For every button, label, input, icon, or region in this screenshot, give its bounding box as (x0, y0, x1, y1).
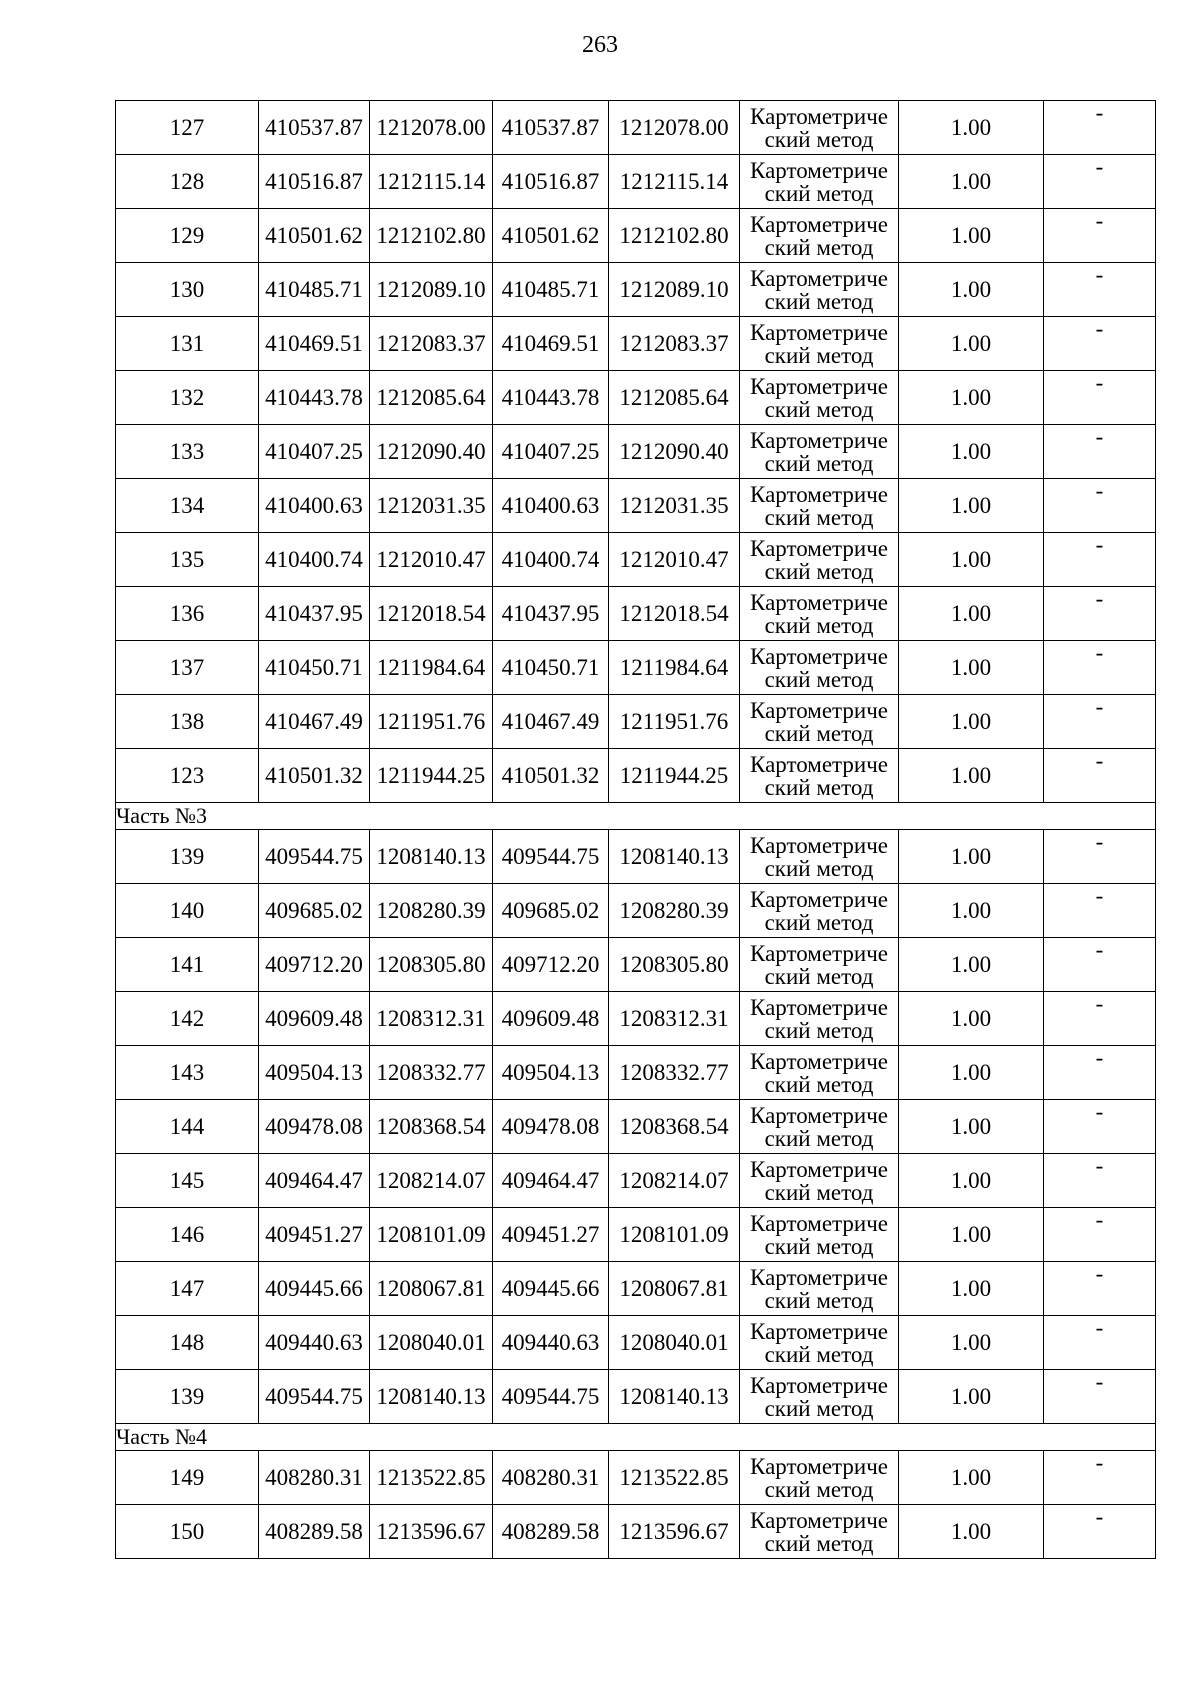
new-x: 408289.58 (493, 1505, 609, 1559)
point-number: 131 (116, 317, 259, 371)
existing-x: 408280.31 (259, 1451, 370, 1505)
method-line-2: ский метод (764, 288, 874, 314)
method-line-1: Картометриче (750, 481, 888, 507)
point-number: 142 (116, 992, 259, 1046)
existing-x: 410467.49 (259, 695, 370, 749)
method-line-1: Картометриче (750, 994, 888, 1020)
new-y: 1212085.64 (609, 371, 740, 425)
existing-x: 410437.95 (259, 587, 370, 641)
method-cell (740, 641, 899, 695)
method-line-2: ский метод (764, 774, 874, 800)
new-x: 409609.48 (493, 992, 609, 1046)
method-cell (740, 938, 899, 992)
dash-cell: - (1044, 1154, 1156, 1208)
dash-cell: - (1044, 695, 1156, 749)
accuracy: 1.00 (899, 641, 1044, 695)
method-line-2: ский метод (764, 342, 874, 368)
accuracy: 1.00 (899, 1370, 1044, 1424)
accuracy: 1.00 (899, 371, 1044, 425)
table-row (116, 101, 1156, 155)
method-line-1: Картометриче (750, 643, 888, 669)
new-x: 409685.02 (493, 884, 609, 938)
accuracy: 1.00 (899, 695, 1044, 749)
method-line-1: Картометриче (750, 697, 888, 723)
method-cell (740, 1451, 899, 1505)
existing-y: 1208214.07 (370, 1154, 493, 1208)
table-row (116, 587, 1156, 641)
table-row (116, 1154, 1156, 1208)
table-row (116, 884, 1156, 938)
new-x: 410437.95 (493, 587, 609, 641)
dash-cell: - (1044, 425, 1156, 479)
page-number: 263 (582, 32, 618, 58)
new-x: 410501.62 (493, 209, 609, 263)
point-number: 148 (116, 1316, 259, 1370)
new-x: 409712.20 (493, 938, 609, 992)
table-row (116, 1451, 1156, 1505)
method-cell (740, 263, 899, 317)
dash-cell: - (1044, 1100, 1156, 1154)
existing-x: 409478.08 (259, 1100, 370, 1154)
dash-cell: - (1044, 1262, 1156, 1316)
table-row (116, 317, 1156, 371)
accuracy: 1.00 (899, 1505, 1044, 1559)
existing-y: 1212089.10 (370, 263, 493, 317)
method-cell (740, 1208, 899, 1262)
existing-x: 410501.62 (259, 209, 370, 263)
accuracy: 1.00 (899, 992, 1044, 1046)
method-line-2: ский метод (764, 909, 874, 935)
method-line-2: ский метод (764, 1071, 874, 1097)
method-cell (740, 749, 899, 803)
new-y: 1212018.54 (609, 587, 740, 641)
existing-y: 1212085.64 (370, 371, 493, 425)
new-x: 409440.63 (493, 1316, 609, 1370)
point-number: 129 (116, 209, 259, 263)
method-line-1: Картометриче (750, 1210, 888, 1236)
table-row (116, 830, 1156, 884)
method-cell (740, 1316, 899, 1370)
existing-x: 409504.13 (259, 1046, 370, 1100)
dash-cell: - (1044, 587, 1156, 641)
dash-cell: - (1044, 938, 1156, 992)
method-line-1: Картометриче (750, 1102, 888, 1128)
table-row (116, 938, 1156, 992)
existing-x: 410450.71 (259, 641, 370, 695)
method-cell (740, 1100, 899, 1154)
method-line-2: ский метод (764, 180, 874, 206)
new-y: 1211951.76 (609, 695, 740, 749)
point-number: 138 (116, 695, 259, 749)
table-row (116, 155, 1156, 209)
existing-x: 410400.74 (259, 533, 370, 587)
table-row (116, 425, 1156, 479)
table-row (116, 1262, 1156, 1316)
existing-y: 1212018.54 (370, 587, 493, 641)
accuracy: 1.00 (899, 263, 1044, 317)
method-cell (740, 155, 899, 209)
accuracy: 1.00 (899, 1262, 1044, 1316)
accuracy: 1.00 (899, 317, 1044, 371)
table-row (116, 1100, 1156, 1154)
existing-x: 409440.63 (259, 1316, 370, 1370)
method-cell (740, 371, 899, 425)
accuracy: 1.00 (899, 533, 1044, 587)
new-x: 410537.87 (493, 101, 609, 155)
section-header-row (116, 803, 1156, 830)
point-number: 139 (116, 830, 259, 884)
method-line-2: ский метод (764, 1476, 874, 1502)
method-line-2: ский метод (764, 450, 874, 476)
new-y: 1211944.25 (609, 749, 740, 803)
new-y: 1208040.01 (609, 1316, 740, 1370)
method-line-2: ский метод (764, 1530, 874, 1556)
new-x: 410467.49 (493, 695, 609, 749)
dash-cell: - (1044, 1316, 1156, 1370)
table-row (116, 749, 1156, 803)
existing-x: 410485.71 (259, 263, 370, 317)
point-number: 136 (116, 587, 259, 641)
method-line-1: Картометриче (750, 103, 888, 129)
dash-cell: - (1044, 884, 1156, 938)
table-row (116, 1370, 1156, 1424)
point-number: 132 (116, 371, 259, 425)
existing-x: 410537.87 (259, 101, 370, 155)
method-line-1: Картометриче (750, 940, 888, 966)
table-row (116, 371, 1156, 425)
dash-cell: - (1044, 1505, 1156, 1559)
existing-y: 1212078.00 (370, 101, 493, 155)
method-line-2: ский метод (764, 855, 874, 881)
existing-y: 1211944.25 (370, 749, 493, 803)
new-y: 1212115.14 (609, 155, 740, 209)
new-x: 409464.47 (493, 1154, 609, 1208)
method-cell (740, 1262, 899, 1316)
new-y: 1213596.67 (609, 1505, 740, 1559)
existing-x: 410407.25 (259, 425, 370, 479)
table-row (116, 695, 1156, 749)
method-line-1: Картометриче (750, 1318, 888, 1344)
dash-cell: - (1044, 209, 1156, 263)
existing-y: 1208332.77 (370, 1046, 493, 1100)
existing-y: 1208368.54 (370, 1100, 493, 1154)
method-cell (740, 992, 899, 1046)
method-line-2: ский метод (764, 666, 874, 692)
table-row (116, 1208, 1156, 1262)
new-x: 409504.13 (493, 1046, 609, 1100)
existing-y: 1212102.80 (370, 209, 493, 263)
new-x: 409451.27 (493, 1208, 609, 1262)
method-line-1: Картометриче (750, 1507, 888, 1533)
method-cell (740, 884, 899, 938)
table-row (116, 641, 1156, 695)
method-line-1: Картометриче (750, 886, 888, 912)
point-number: 150 (116, 1505, 259, 1559)
coordinates-table (115, 100, 1156, 1559)
dash-cell: - (1044, 749, 1156, 803)
dash-cell: - (1044, 263, 1156, 317)
new-y: 1208312.31 (609, 992, 740, 1046)
existing-y: 1213596.67 (370, 1505, 493, 1559)
existing-x: 409451.27 (259, 1208, 370, 1262)
existing-y: 1212031.35 (370, 479, 493, 533)
accuracy: 1.00 (899, 101, 1044, 155)
existing-x: 409609.48 (259, 992, 370, 1046)
method-line-2: ский метод (764, 126, 874, 152)
method-line-1: Картометриче (750, 1453, 888, 1479)
new-x: 410400.74 (493, 533, 609, 587)
dash-cell: - (1044, 155, 1156, 209)
point-number: 128 (116, 155, 259, 209)
method-cell (740, 317, 899, 371)
method-cell (740, 425, 899, 479)
point-number: 135 (116, 533, 259, 587)
dash-cell: - (1044, 1451, 1156, 1505)
dash-cell: - (1044, 1208, 1156, 1262)
new-y: 1212090.40 (609, 425, 740, 479)
point-number: 141 (116, 938, 259, 992)
accuracy: 1.00 (899, 1316, 1044, 1370)
existing-y: 1208101.09 (370, 1208, 493, 1262)
method-line-1: Картометриче (750, 427, 888, 453)
method-cell (740, 101, 899, 155)
method-line-1: Картометриче (750, 589, 888, 615)
method-line-1: Картометриче (750, 211, 888, 237)
method-line-2: ский метод (764, 1125, 874, 1151)
point-number: 127 (116, 101, 259, 155)
new-y: 1212089.10 (609, 263, 740, 317)
method-cell (740, 1505, 899, 1559)
method-line-2: ский метод (764, 396, 874, 422)
table-row (116, 1046, 1156, 1100)
new-y: 1208305.80 (609, 938, 740, 992)
point-number: 139 (116, 1370, 259, 1424)
existing-x: 408289.58 (259, 1505, 370, 1559)
method-line-1: Картометриче (750, 319, 888, 345)
section-label: Часть №4 (116, 1424, 1156, 1451)
section-header-row (116, 1424, 1156, 1451)
existing-y: 1208067.81 (370, 1262, 493, 1316)
existing-y: 1208305.80 (370, 938, 493, 992)
method-line-1: Картометриче (750, 1156, 888, 1182)
existing-x: 410400.63 (259, 479, 370, 533)
new-y: 1211984.64 (609, 641, 740, 695)
method-line-1: Картометриче (750, 1372, 888, 1398)
new-x: 410443.78 (493, 371, 609, 425)
new-y: 1213522.85 (609, 1451, 740, 1505)
method-line-2: ский метод (764, 504, 874, 530)
accuracy: 1.00 (899, 749, 1044, 803)
accuracy: 1.00 (899, 1046, 1044, 1100)
dash-cell: - (1044, 641, 1156, 695)
new-y: 1208280.39 (609, 884, 740, 938)
accuracy: 1.00 (899, 938, 1044, 992)
method-line-1: Картометриче (750, 1264, 888, 1290)
accuracy: 1.00 (899, 1154, 1044, 1208)
new-y: 1208067.81 (609, 1262, 740, 1316)
existing-x: 409712.20 (259, 938, 370, 992)
accuracy: 1.00 (899, 425, 1044, 479)
existing-x: 409445.66 (259, 1262, 370, 1316)
table-row (116, 209, 1156, 263)
existing-y: 1208140.13 (370, 830, 493, 884)
existing-x: 409544.75 (259, 830, 370, 884)
method-line-1: Картометриче (750, 751, 888, 777)
new-y: 1212102.80 (609, 209, 740, 263)
accuracy: 1.00 (899, 479, 1044, 533)
method-line-2: ский метод (764, 234, 874, 260)
point-number: 134 (116, 479, 259, 533)
dash-cell: - (1044, 830, 1156, 884)
dash-cell: - (1044, 1046, 1156, 1100)
new-y: 1212083.37 (609, 317, 740, 371)
point-number: 145 (116, 1154, 259, 1208)
existing-x: 410501.32 (259, 749, 370, 803)
new-y: 1208140.13 (609, 830, 740, 884)
method-line-2: ский метод (764, 963, 874, 989)
accuracy: 1.00 (899, 1100, 1044, 1154)
new-y: 1208140.13 (609, 1370, 740, 1424)
method-line-1: Картометриче (750, 535, 888, 561)
existing-x: 409544.75 (259, 1370, 370, 1424)
method-line-2: ский метод (764, 1341, 874, 1367)
new-x: 409445.66 (493, 1262, 609, 1316)
dash-cell: - (1044, 1370, 1156, 1424)
accuracy: 1.00 (899, 884, 1044, 938)
new-y: 1212031.35 (609, 479, 740, 533)
existing-y: 1208280.39 (370, 884, 493, 938)
method-line-2: ский метод (764, 1287, 874, 1313)
new-y: 1212010.47 (609, 533, 740, 587)
accuracy: 1.00 (899, 1451, 1044, 1505)
method-cell (740, 533, 899, 587)
accuracy: 1.00 (899, 209, 1044, 263)
method-line-2: ский метод (764, 1179, 874, 1205)
method-cell (740, 1370, 899, 1424)
existing-y: 1212010.47 (370, 533, 493, 587)
point-number: 146 (116, 1208, 259, 1262)
new-x: 410485.71 (493, 263, 609, 317)
method-line-2: ский метод (764, 1233, 874, 1259)
new-x: 409478.08 (493, 1100, 609, 1154)
accuracy: 1.00 (899, 1208, 1044, 1262)
method-line-2: ский метод (764, 1017, 874, 1043)
new-x: 410501.32 (493, 749, 609, 803)
dash-cell: - (1044, 533, 1156, 587)
dash-cell: - (1044, 371, 1156, 425)
dash-cell: - (1044, 479, 1156, 533)
method-cell (740, 1154, 899, 1208)
existing-y: 1208312.31 (370, 992, 493, 1046)
accuracy: 1.00 (899, 830, 1044, 884)
existing-y: 1211984.64 (370, 641, 493, 695)
new-x: 409544.75 (493, 1370, 609, 1424)
new-x: 410407.25 (493, 425, 609, 479)
method-line-1: Картометриче (750, 1048, 888, 1074)
point-number: 130 (116, 263, 259, 317)
dash-cell: - (1044, 101, 1156, 155)
new-y: 1208332.77 (609, 1046, 740, 1100)
method-line-2: ский метод (764, 558, 874, 584)
new-x: 410400.63 (493, 479, 609, 533)
new-y: 1212078.00 (609, 101, 740, 155)
existing-x: 410516.87 (259, 155, 370, 209)
dash-cell: - (1044, 992, 1156, 1046)
table-row (116, 479, 1156, 533)
method-cell (740, 587, 899, 641)
method-cell (740, 830, 899, 884)
table-row (116, 533, 1156, 587)
method-cell (740, 695, 899, 749)
accuracy: 1.00 (899, 587, 1044, 641)
existing-y: 1208040.01 (370, 1316, 493, 1370)
point-number: 140 (116, 884, 259, 938)
method-line-1: Картометриче (750, 157, 888, 183)
existing-y: 1211951.76 (370, 695, 493, 749)
method-line-2: ский метод (764, 612, 874, 638)
method-line-1: Картометриче (750, 832, 888, 858)
point-number: 144 (116, 1100, 259, 1154)
method-line-1: Картометриче (750, 265, 888, 291)
table-body (116, 101, 1156, 1559)
new-x: 409544.75 (493, 830, 609, 884)
method-cell (740, 209, 899, 263)
existing-y: 1213522.85 (370, 1451, 493, 1505)
table-row (116, 263, 1156, 317)
point-number: 133 (116, 425, 259, 479)
point-number: 137 (116, 641, 259, 695)
existing-x: 410469.51 (259, 317, 370, 371)
existing-y: 1212083.37 (370, 317, 493, 371)
new-y: 1208101.09 (609, 1208, 740, 1262)
method-cell (740, 1046, 899, 1100)
existing-x: 409464.47 (259, 1154, 370, 1208)
method-line-2: ский метод (764, 720, 874, 746)
new-y: 1208368.54 (609, 1100, 740, 1154)
existing-y: 1212090.40 (370, 425, 493, 479)
existing-x: 409685.02 (259, 884, 370, 938)
new-x: 410450.71 (493, 641, 609, 695)
method-line-2: ский метод (764, 1395, 874, 1421)
new-x: 410516.87 (493, 155, 609, 209)
existing-y: 1208140.13 (370, 1370, 493, 1424)
point-number: 143 (116, 1046, 259, 1100)
table-row (116, 992, 1156, 1046)
table-row (116, 1505, 1156, 1559)
method-line-1: Картометриче (750, 373, 888, 399)
accuracy: 1.00 (899, 155, 1044, 209)
point-number: 149 (116, 1451, 259, 1505)
dash-cell: - (1044, 317, 1156, 371)
new-y: 1208214.07 (609, 1154, 740, 1208)
section-label: Часть №3 (116, 803, 1156, 830)
existing-x: 410443.78 (259, 371, 370, 425)
method-cell (740, 479, 899, 533)
point-number: 147 (116, 1262, 259, 1316)
point-number: 123 (116, 749, 259, 803)
existing-y: 1212115.14 (370, 155, 493, 209)
table-row (116, 1316, 1156, 1370)
new-x: 408280.31 (493, 1451, 609, 1505)
new-x: 410469.51 (493, 317, 609, 371)
